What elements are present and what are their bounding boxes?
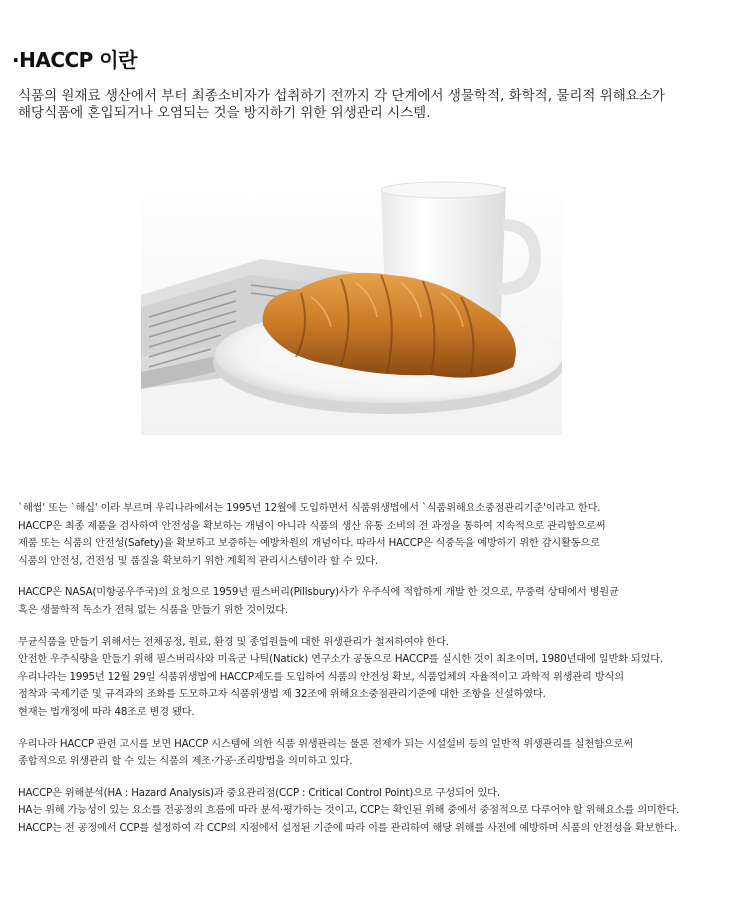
paragraph — [18, 634, 730, 722]
paragraph — [18, 785, 730, 838]
paragraph-line: 무균식품을 만들기 위해서는 전체공정, 원료, 환경 및 종업원들에 대한 위생관리가 철저하여야 한다. — [18, 636, 449, 648]
paragraph — [18, 736, 730, 771]
paragraph-line: 혹은 생물학적 독소가 전혀 없는 식품을 만들기 위한 것이었다. — [18, 604, 289, 616]
article-body — [18, 500, 730, 852]
paragraph — [18, 500, 730, 570]
paragraph-line: 현재는 법개정에 따라 48조로 변경 됐다. — [18, 706, 195, 718]
paragraph-line: HA는 위해 가능성이 있는 요소를 전공정의 흐름에 따라 분석·평가하는 것이고, CCP는 확인된 위해 중에서 중점적으로 다루어야 할 위해요소를 의미한다. — [18, 805, 680, 817]
paragraph-line: 제품 또는 식품의 안전성(Safety)을 확보하고 보증하는 예방차원의 개념이다. 따라서 HACCP은 식중독을 예방하기 위한 감시활동으로 — [18, 538, 600, 550]
paragraph-line: 우리나라 HACCP 관련 고시를 보면 HACCP 시스템에 의한 식품 위생관리는 물론 전제가 되는 시설설비 등의 일반적 위생관리를 실천함으로써 — [18, 738, 633, 750]
croissant-photo — [141, 167, 562, 435]
paragraph-line: HACCP은 최종 제품을 검사하여 안전성을 확보하는 개념이 아니라 식품의 생산 유통 소비의 전 과정을 통하여 지속적으로 관리함으로써 — [18, 520, 606, 532]
paragraph-line: HACCP는 전 공정에서 CCP를 설정하여 각 CCP의 지점에서 설정된 기준에 따라 이를 관리하여 해당 위해를 사전에 예방하며 식품의 안전성을 확보한다. — [18, 822, 677, 834]
paragraph-line: HACCP은 NASA(미항공우주국)의 요청으로 1959년 필스버리(Pillsbury)사가 우주식에 적합하게 개발 한 것으로, 무중력 상태에서 병원균 — [18, 587, 619, 599]
paragraph — [18, 584, 730, 619]
paragraph-line: 정착과 국제기준 및 규격과의 조화를 도모하고자 식품위생법 제 32조에 위해요소중점관리기준에 대한 조항을 신설하였다. — [18, 689, 546, 701]
paragraph-line: 안전한 우주식량을 만들기 위해 필스버리사와 미육군 나틱(Natick) 연구소가 공동으로 HACCP를 실시한 것이 최초이며, 1980년대에 일반화 되었다. — [18, 654, 664, 666]
intro-text — [18, 88, 718, 122]
paragraph-line: 종합적으로 위생관리 할 수 있는 식품의 제조·가공·조리방법을 의미하고 있다. — [18, 756, 353, 768]
page-title: ·HACCP 이란 — [12, 48, 137, 72]
paragraph-line: 식품의 안전성, 건전성 및 품질을 확보하기 위한 계획적 관리시스템이라 할 수 있다. — [18, 555, 378, 567]
paragraph-line: `해썹' 또는 `해십' 이라 부르며 우리나라에서는 1995년 12월에 도입하면서 식품위생법에서 `식품위해요소중점관리기준'이라고 한다. — [18, 503, 601, 514]
intro-line: 식품의 원재료 생산에서 부터 최종소비자가 섭취하기 전까지 각 단계에서 생물학적, 화학적, 물리적 위해요소가 — [18, 88, 665, 104]
paragraph-line: 우리나라는 1995년 12월 29일 식품위생법에 HACCP제도를 도입하여 식품의 안전성 확보, 식품업체의 자율적이고 과학적 위생관리 방식의 — [18, 671, 624, 683]
paragraph-line: HACCP은 위해분석(HA : Hazard Analysis)과 중요관리점(CCP : Critical Control Point)으로 구성되어 있다. — [18, 787, 500, 799]
intro-line: 해당식품에 혼입되거나 오염되는 것을 방지하기 위한 위생관리 시스템. — [18, 105, 431, 121]
